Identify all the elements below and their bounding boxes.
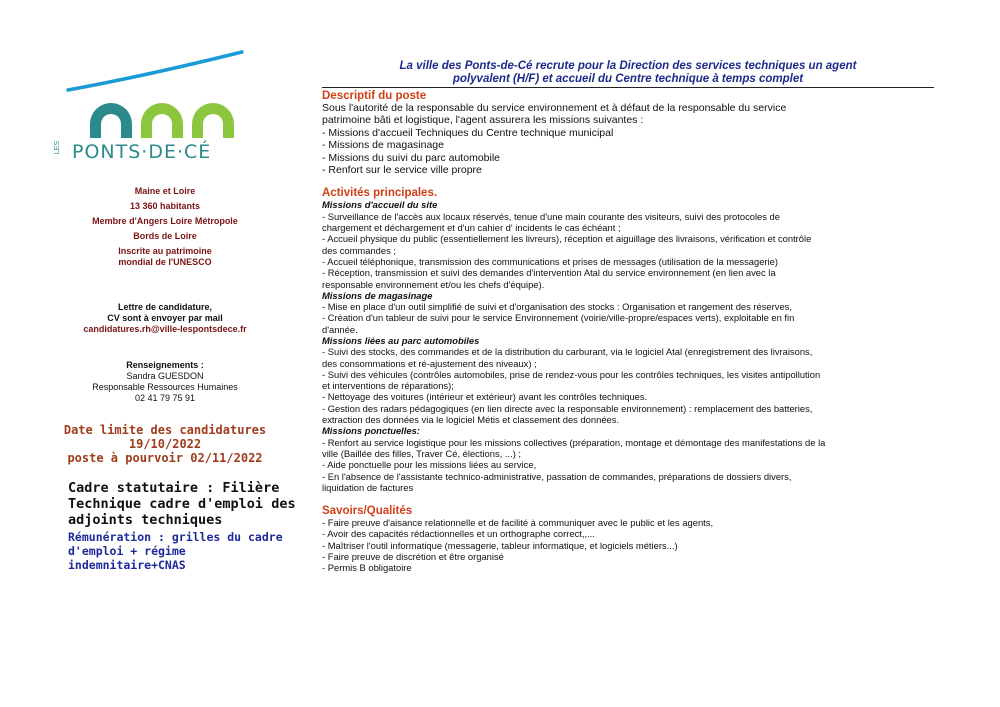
deadline-date: 19/10/2022	[128, 437, 202, 451]
text-line: - Gestion des radars pédagogiques (en lien directe avec la responsable environnement) : remplacement des batteries,	[322, 402, 813, 414]
text-line: d'année.	[322, 323, 358, 335]
text-line: responsable environnement et/ou les chefs d'équipe).	[322, 278, 545, 290]
text-line: patrimoine bâti et logistique, l'agent assurera les missions suivantes :	[322, 114, 644, 127]
city-info	[40, 186, 290, 268]
text-line: - Avoir des capacités rédactionnelles et un orthographe correct,,...	[322, 528, 595, 540]
start-date: poste à pourvoir 02/11/2022	[67, 451, 263, 465]
text-line: - Renfort sur le service ville propre	[322, 164, 482, 177]
text-line: - Aide ponctuelle pour les missions liées au service,	[322, 459, 537, 471]
text-line: - Suivi des stocks, des commandes et de la distribution du carburant, via le logiciel Atal (enregistrement des livraisons,	[322, 346, 813, 358]
text-line: - En l'absence de l'assistante technico-administrative, passation de commandes, préparations de dossiers divers,	[322, 470, 792, 482]
descriptif-body	[322, 102, 934, 176]
activity-group	[322, 301, 934, 335]
text-line: liquidation de factures	[322, 481, 414, 493]
text-line: - Accueil physique du public (essentiellement les livreurs), réception et aiguillage des livraisons, vérification et contrôle	[322, 233, 812, 245]
info-line: Maine et Loire	[134, 186, 196, 196]
contact-line: Responsable Ressources Humaines	[92, 382, 238, 392]
text-line: - Renfort au service logistique pour les missions collectives (préparation, montage et démontage des manifestations de la	[322, 436, 826, 448]
text-line: - Missions de magasinage	[322, 139, 444, 152]
info-line: mondial de l'UNESCO	[118, 257, 212, 267]
activity-group	[322, 211, 934, 290]
text-line: - Missions d'accueil Techniques du Centre technique municipal	[322, 126, 614, 139]
logo-prefix: LES	[54, 141, 61, 155]
logo-graphic	[50, 48, 250, 143]
deadline-block	[40, 423, 290, 465]
text-line: - Accueil téléphonique, transmission des communications et prises de messages (utilisation de la messagerie)	[322, 255, 778, 267]
text-line: ville (Baillée des filles, Traver Cé, élections, ...) ;	[322, 447, 522, 459]
application-line: CV sont à envoyer par mail	[107, 313, 223, 323]
contact-title: Renseignements :	[126, 360, 204, 370]
deadline-label: Date limite des candidatures	[63, 423, 267, 437]
contact-info	[40, 360, 290, 404]
info-line: Membre d'Angers Loire Métropole	[92, 216, 238, 226]
text-line: - Permis B obligatoire	[322, 562, 412, 574]
text-line: - Création d'un tableur de suivi pour le service Environnement (voirie/ville-propre/espaces verts), exploitable en fin	[322, 312, 795, 324]
cadre-statutaire: Cadre statutaire : Filière Technique cadre d'emploi des adjoints techniques	[68, 480, 296, 528]
subsection-title: Missions d'accueil du site	[322, 199, 438, 211]
subsection-title: Missions de magasinage	[322, 289, 433, 301]
section-title-descriptif: Descriptif du poste	[322, 90, 427, 102]
header-line: La ville des Ponts-de-Cé recrute pour la Direction des services techniques un agent	[399, 60, 857, 72]
subsection-title: Missions ponctuelles:	[322, 425, 420, 437]
text-line: des commandes ;	[322, 244, 396, 256]
info-line: Inscrite au patrimoine	[118, 246, 212, 256]
text-line: des consommations et ré-ajustement des niveaux) ;	[322, 357, 537, 369]
activity-group	[322, 346, 934, 425]
subsection-title: Missions liées au parc automobiles	[322, 335, 480, 346]
remuneration: Rémunération : grilles du cadre d'emploi + régime indemnitaire+CNAS	[68, 530, 283, 572]
application-info	[40, 302, 290, 335]
text-line: - Suivi des véhicules (contrôles automobiles, prise de rendez-vous pour les contrôles techniques, les visites antipollution	[322, 368, 821, 380]
text-line: - Maîtriser l'outil informatique (messagerie, tableur informatique, et logiciels métiers...)	[322, 539, 678, 551]
text-line: - Surveillance de l'accès aux locaux réservés, tenue d'une main courante des visiteurs, suivi des protocoles de	[322, 210, 780, 222]
info-line: 13 360 habitants	[129, 201, 201, 211]
application-line: Lettre de candidature,	[117, 302, 213, 312]
activity-group	[322, 437, 934, 493]
job-title-header	[322, 60, 934, 88]
text-line: Sous l'autorité de la responsable du service environnement et à défaut de la responsable du service	[322, 102, 787, 114]
contact-line: Sandra GUESDON	[126, 371, 204, 381]
text-line: et interventions de réparations);	[322, 380, 454, 392]
section-title-savoirs: Savoirs/Qualités	[322, 505, 413, 518]
cadre-block	[68, 480, 298, 572]
contact-phone: 02 41 79 75 91	[134, 393, 196, 403]
info-line: Bords de Loire	[133, 231, 197, 241]
text-line: - Mise en place d'un outil simplifié de suivi et d'organisation des stocks : Organisation et rangement des réserves,	[322, 301, 792, 313]
text-line: extraction des données via le logiciel Métis et classement des données.	[322, 414, 620, 426]
city-logo	[50, 48, 250, 178]
text-line: - Missions du suivi du parc automobile	[322, 151, 500, 164]
header-line: polyvalent (H/F) et accueil du Centre technique à temps complet	[452, 73, 804, 85]
text-line: - Nettoyage des voitures (intérieur et extérieur) avant les contrôles techniques.	[322, 391, 648, 403]
section-title-activites: Activités principales.	[322, 187, 438, 200]
text-line: - Réception, transmission et suivi des demandes d'intervention Atal du service environnement (en lien avec la	[322, 267, 776, 279]
email-link[interactable]: candidatures.rh@ville-lespontsdece.fr	[83, 324, 247, 334]
logo-wordmark: PONTS·DE·CÉ	[72, 141, 212, 163]
savoirs-body	[322, 517, 934, 573]
text-line: - Faire preuve de discrétion et être organisé	[322, 551, 504, 563]
text-line: chargement et déchargement et d'un cahier d' incidents le cas échéant ;	[322, 222, 621, 234]
text-line: - Faire preuve d'aisance relationnelle et de facilité à communiquer avec le public et les agents,	[322, 517, 714, 529]
main-content	[322, 60, 934, 574]
